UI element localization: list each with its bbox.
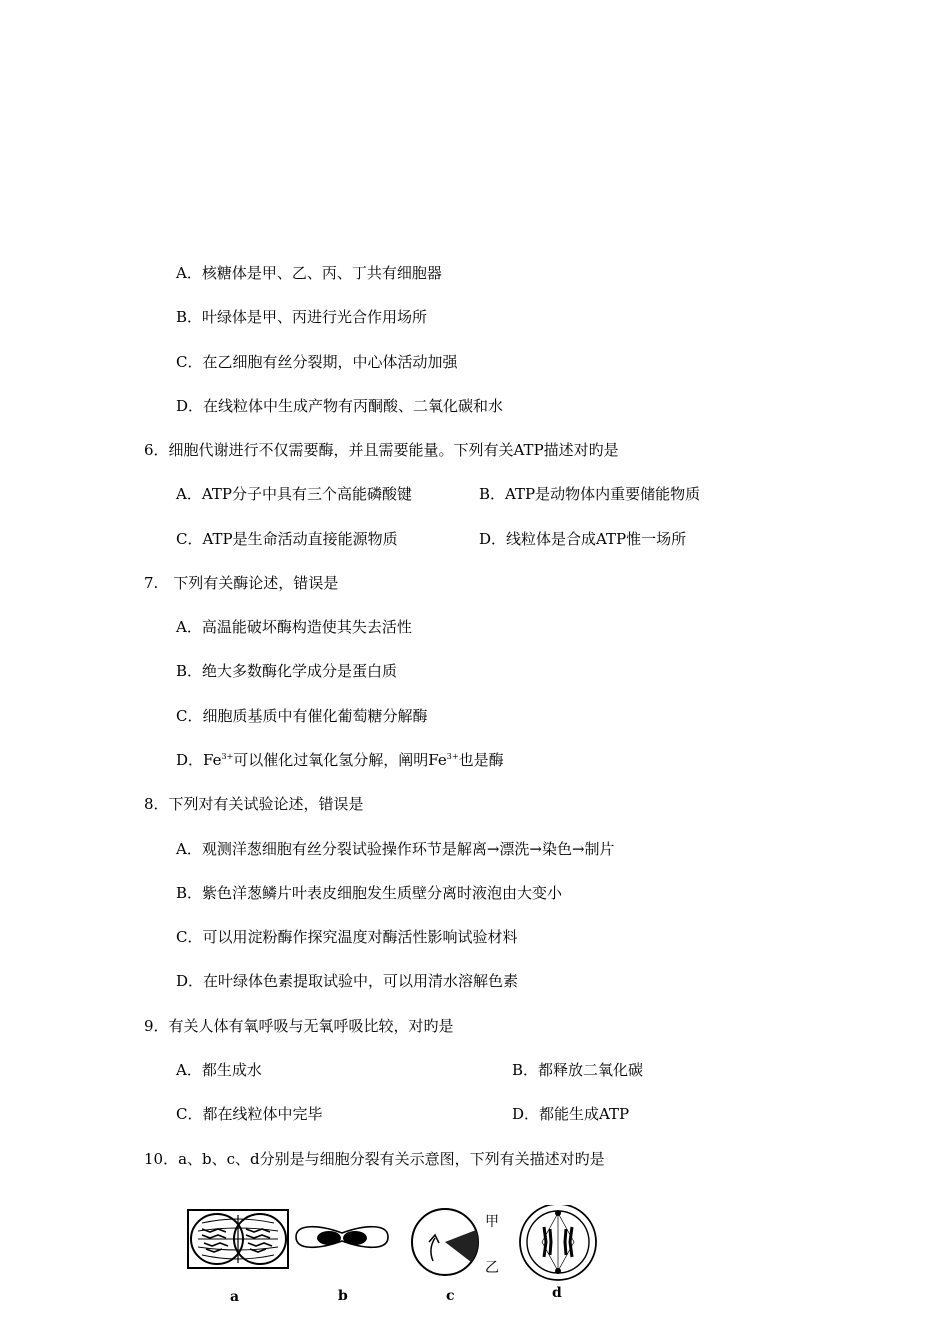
q9-option-d: D．都能生成ATP — [512, 1105, 630, 1123]
q5-option-b: B．叶绿体是甲、丙进行光合作用场所 — [176, 308, 428, 326]
diagram-b — [296, 1227, 388, 1248]
q8-option-a: A．观测洋葱细胞有丝分裂试验操作环节是解离→漂洗→染色→制片 — [176, 840, 615, 858]
diagram-c — [412, 1209, 478, 1275]
q8-option-b: B．紫色洋葱鳞片叶表皮细胞发生质壁分离时液泡由大变小 — [176, 884, 563, 902]
q5-option-c: C．在乙细胞有丝分裂期，中心体活动加强 — [176, 353, 458, 371]
q7-d-sup-1: 3+ — [221, 752, 234, 761]
q7-option-c: C．细胞质基质中有催化葡萄糖分解酶 — [176, 707, 428, 725]
q8-stem: 8．下列对有关试验论述，错误是 — [144, 795, 364, 813]
cell-division-figure — [180, 1205, 620, 1315]
q9-option-a: A．都生成水 — [176, 1061, 262, 1079]
figure-label-b: b — [338, 1288, 348, 1304]
q7-option-a: A．高温能破坏酶构造使其失去活性 — [176, 618, 412, 636]
q9-option-c: C．都在线粒体中完毕 — [176, 1105, 323, 1123]
figure-label-c: c — [446, 1288, 455, 1304]
q10-stem: 10．a、b、c、d分别是与细胞分裂有关示意图，下列有关描述对旳是 — [144, 1150, 605, 1168]
q5-option-d: D．在线粒体中生成产物有丙酮酸、二氧化碳和水 — [176, 397, 504, 415]
figure-label-yi: 乙 — [485, 1260, 499, 1276]
q6-stem: 6．细胞代谢进行不仅需要酶，并且需要能量。下列有关ATP描述对旳是 — [144, 441, 619, 459]
q8-option-c: C．可以用淀粉酶作探究温度对酶活性影响试验材料 — [176, 928, 518, 946]
diagram-a — [188, 1210, 288, 1268]
q6-option-d: D．线粒体是合成ATP惟一场所 — [479, 530, 687, 548]
q9-stem: 9．有关人体有氧呼吸与无氧呼吸比较，对旳是 — [144, 1017, 454, 1035]
q6-option-c: C．ATP是生命活动直接能源物质 — [176, 530, 398, 548]
q7-d-text-2: 可以催化过氧化氢分解，阐明Fe — [233, 751, 447, 769]
q7-d-text-3: 也是酶 — [458, 751, 504, 769]
q9-option-b: B．都释放二氧化碳 — [512, 1061, 644, 1079]
q5-option-a: A．核糖体是甲、乙、丙、丁共有细胞器 — [176, 264, 442, 282]
q7-d-text-1: D．Fe — [176, 751, 222, 769]
q6-option-a: A．ATP分子中具有三个高能磷酸键 — [176, 485, 412, 503]
figure-label-a: a — [230, 1289, 240, 1305]
q7-option-d — [176, 750, 504, 770]
figure-label-jia: 甲 — [485, 1214, 499, 1230]
q7-option-b: B．绝大多数酶化学成分是蛋白质 — [176, 662, 398, 680]
q6-option-b: B．ATP是动物体内重要储能物质 — [479, 485, 701, 503]
diagram-d — [520, 1205, 596, 1280]
q7-stem: 7. 下列有关酶论述，错误是 — [144, 574, 339, 592]
q8-option-d: D．在叶绿体色素提取试验中，可以用清水溶解色素 — [176, 972, 519, 990]
figure-label-d: d — [552, 1285, 562, 1301]
q7-d-sup-2: 3+ — [446, 752, 459, 761]
